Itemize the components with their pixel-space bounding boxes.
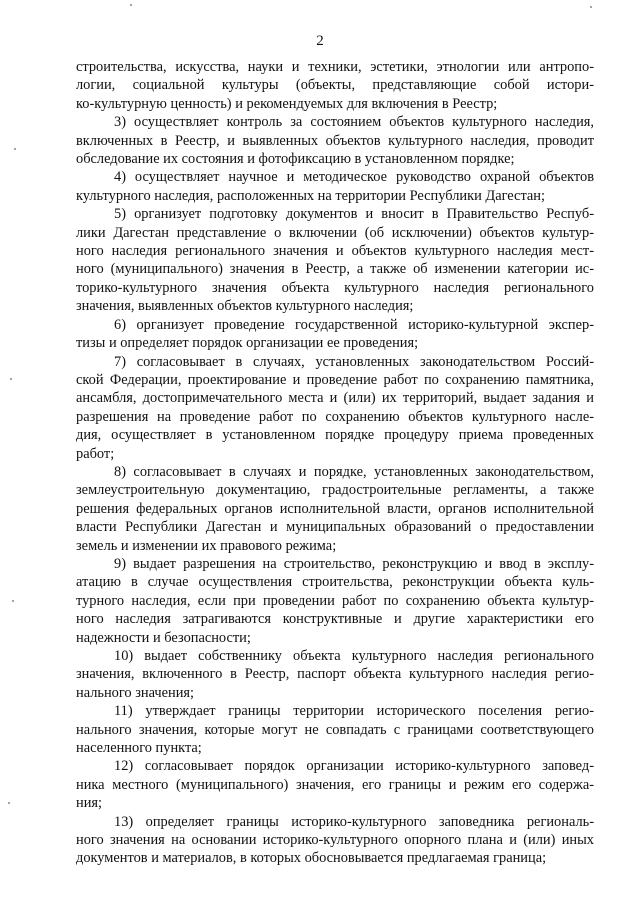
document-body bbox=[76, 58, 594, 868]
text-line: 9) выдает разрешения на строительство, реконструкцию и ввод в эксплу- bbox=[114, 555, 594, 572]
text-line: ской Федерации, проектирование и проведение работ по сохранению памятника, bbox=[76, 371, 594, 388]
text-line: работ; bbox=[76, 445, 115, 462]
text-line: документов и материалов, в которых обосновывается предлагаемая граница; bbox=[76, 850, 547, 867]
text-line: ника местного (муниципального) значения, его границы и режим его содержа- bbox=[76, 776, 594, 793]
paragraph bbox=[76, 813, 594, 868]
text-line: надежности и безопасности; bbox=[76, 629, 251, 646]
text-line: 3) осуществляет контроль за состоянием объектов культурного наследия, bbox=[114, 114, 594, 131]
text-line: культурного наследия, расположенных на территории Республики Дагестан; bbox=[76, 187, 545, 204]
text-line: нального значения; bbox=[76, 684, 195, 701]
paragraph bbox=[76, 647, 594, 702]
text-line: турного наследия, если при проведении работ по сохранению объекта культур- bbox=[76, 592, 594, 609]
text-line: разрешения на проведение работ по сохранению объектов культурного насле- bbox=[76, 408, 594, 425]
text-line: решения федеральных органов исполнительной власти, органов исполнительной bbox=[76, 500, 594, 517]
paragraph bbox=[76, 58, 594, 113]
text-line: землеустроительную документацию, градостроительные регламенты, а также bbox=[76, 482, 594, 499]
text-line: 13) определяет границы историко-культурного заповедника региональ- bbox=[114, 813, 594, 830]
scan-speck bbox=[10, 378, 12, 380]
paragraph bbox=[76, 353, 594, 463]
paragraph bbox=[76, 168, 594, 205]
scan-speck bbox=[130, 4, 132, 6]
page-number: 2 bbox=[316, 33, 324, 49]
text-line: 6) организует проведение государственной историко-культурной экспер- bbox=[114, 316, 594, 333]
text-line: логии, социальной культуры (объекты, представляющие собой истори- bbox=[76, 77, 594, 94]
paragraph bbox=[76, 702, 594, 757]
scan-speck bbox=[590, 6, 592, 8]
text-line: значения, включенного в Реестр, паспорт объекта культурного наследия регио- bbox=[76, 666, 594, 683]
text-line: ного (муниципального) значения в Реестр, а также об изменении категории ис- bbox=[76, 261, 594, 278]
text-line: торико-культурного значения объекта культурного наследия регионального bbox=[76, 279, 594, 296]
text-line: обследование их состояния и фотофиксацию в установленном порядке; bbox=[76, 151, 515, 168]
text-line: 7) согласовывает в случаях, установленных законодательством Россий- bbox=[114, 353, 594, 370]
text-line: строительства, искусства, науки и техники, эстетики, этнологии или антропо- bbox=[76, 59, 594, 75]
text-line: ансамбля, достопримечательного места и (или) их территорий, выдает задания и bbox=[76, 390, 594, 407]
text-line: значения, выявленных объектов культурного наследия; bbox=[76, 298, 414, 315]
text-line: ного наследия регионального значения и объектов культурного наследия мест- bbox=[76, 243, 594, 260]
text-line: ния; bbox=[76, 795, 103, 812]
text-line: 5) организует подготовку документов и вносит в Правительство Респуб- bbox=[114, 206, 594, 223]
text-line: 4) осуществляет научное и методическое руководство охраной объектов bbox=[114, 169, 594, 186]
paragraph bbox=[76, 555, 594, 647]
text-line: земель и изменении их правового режима; bbox=[76, 537, 337, 554]
paragraph bbox=[76, 463, 594, 555]
text-line: населенного пункта; bbox=[76, 740, 202, 757]
text-line: 10) выдает собственнику объекта культурного наследия регионального bbox=[114, 648, 594, 664]
text-line: дия, осуществляет в установленном порядке процедуру приема проведенных bbox=[76, 427, 594, 444]
paragraph bbox=[76, 113, 594, 168]
text-line: атацию в случае осуществления строительства, реконструкции объекта куль- bbox=[76, 574, 594, 591]
text-line: 11) утверждает границы территории исторического поселения регио- bbox=[114, 703, 594, 720]
text-line: нального значения, которые могут не совпадать с границами соответствующего bbox=[76, 721, 594, 738]
text-line: ного значения на основании историко-культурного опорного плана и (или) иных bbox=[76, 832, 594, 849]
text-line: ко-культурную ценность) и рекомендуемых для включения в Реестр; bbox=[76, 95, 498, 112]
scan-speck bbox=[8, 802, 10, 804]
scan-speck bbox=[12, 600, 14, 602]
text-line: включенных в Реестр, и выявленных объектов культурного наследия, проводит bbox=[76, 132, 594, 149]
text-line: тизы и определяет порядок организации ее проведения; bbox=[76, 335, 419, 352]
scan-speck bbox=[14, 148, 16, 150]
text-line: 8) согласовывает в случаях и порядке, установленных законодательством, bbox=[114, 463, 594, 480]
text-line: власти Республики Дагестан и муниципальных образований о предоставлении bbox=[76, 519, 594, 536]
paragraph bbox=[76, 316, 594, 353]
text-line: ного наследия затрагиваются конструктивные и другие характеристики его bbox=[76, 611, 594, 628]
text-line: 12) согласовывает порядок организации историко-культурного заповед- bbox=[114, 758, 594, 775]
text-line: лики Дагестан представление о включении (об исключении) объектов культур- bbox=[76, 224, 594, 241]
paragraph bbox=[76, 757, 594, 812]
paragraph bbox=[76, 205, 594, 315]
